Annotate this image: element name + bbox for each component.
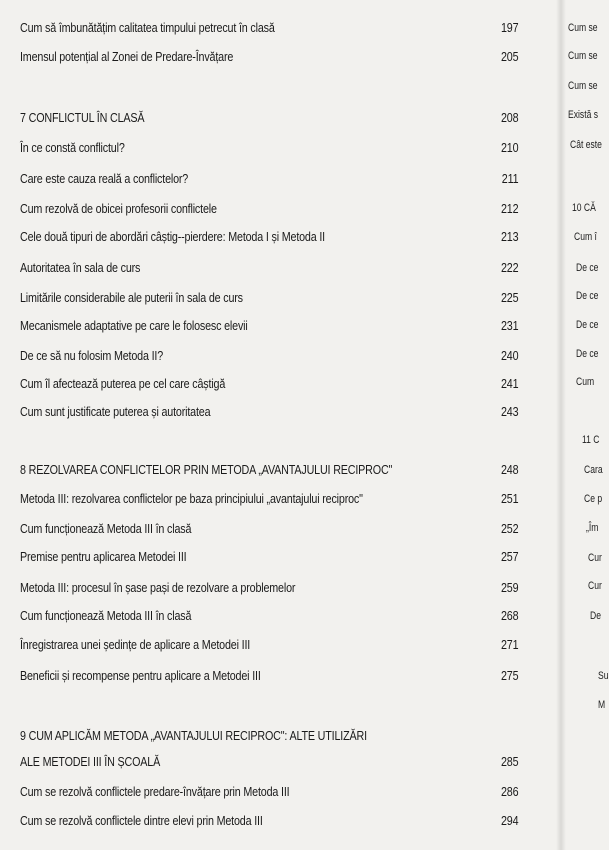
toc-entry-page: 210 [500,141,519,155]
facing-page-text: M [598,699,606,711]
toc-entry-title: 7 CONFLICTUL ÎN CLASĂ [19,111,145,125]
toc-entry-title: Autoritatea în sala de curs [19,261,141,275]
facing-page-text: Cum î [574,231,597,243]
toc-entry-page: 222 [500,261,519,275]
toc-entry-page: 275 [500,669,519,683]
toc-entry-title: Cele două tipuri de abordări câștig--pierdere: Metoda I și Metoda II [19,230,325,244]
facing-page-text: Cum se [568,50,598,62]
chapter-heading [0,107,519,129]
toc-entry-page: 241 [500,377,519,391]
chapter-heading [0,459,519,481]
chapter-heading [0,751,519,773]
toc-entry-title: Înregistrarea unei ședințe de aplicare a Metodei III [19,638,251,652]
toc-entry-title: Limitările considerabile ale puterii în sala de curs [19,291,243,305]
toc-entry [0,17,519,39]
toc-entry-page: 205 [500,50,519,64]
toc-entry [0,46,519,68]
toc-entry-title: Metoda III: procesul în șase pași de rezolvare a problemelor [19,581,296,595]
facing-page-text: „Îm [586,522,599,534]
toc-entry-title: Cum se rezolvă conflictele predare-învățare prin Metoda III [19,785,290,799]
toc-entry-page: 231 [500,319,519,333]
toc-entry-title: În ce constă conflictul? [19,141,125,155]
toc-entry-title: ALE METODEI III ÎN ȘCOALĂ [19,755,161,769]
facing-page-text: Su [598,670,609,682]
toc-entry [0,518,519,540]
toc-entry [0,373,519,395]
toc-entry [0,488,519,510]
toc-entry-title: Cum să îmbunătățim calitatea timpului petrecut în clasă [19,21,275,35]
toc-entry-title: 9 CUM APLICĂM METODA „AVANTAJULUI RECIPROC": ALTE UTILIZĂRI [19,729,367,743]
toc-entry-title: Cum îl afectează puterea pe cel care câștigă [19,377,226,391]
toc-entry-page: 213 [500,230,519,244]
toc-entry [0,345,519,367]
facing-page-text: De ce [576,319,599,331]
toc-entry [0,226,519,248]
toc-entry [0,605,519,627]
toc-entry-page: 251 [500,492,519,506]
toc-entry-title: Cum se rezolvă conflictele dintre elevi prin Metoda III [19,814,263,828]
toc-entry-page: 211 [501,172,519,186]
facing-page-text: De ce [576,348,599,360]
toc-entry-title: 8 REZOLVAREA CONFLICTELOR PRIN METODA „AVANTAJULUI RECIPROC" [19,463,393,477]
toc-entry-page: 252 [500,522,519,536]
toc-entry-title: Cum sunt justificate puterea și autoritatea [19,405,211,419]
page-gutter-shadow [556,0,566,850]
toc-entry-page: 225 [500,291,519,305]
toc-entry [0,401,519,423]
toc-entry [0,634,519,656]
toc-entry-page: 212 [500,202,519,216]
toc-entry-page: 268 [500,609,519,623]
facing-page-text: Cur [588,580,602,592]
toc-entry [0,781,519,803]
toc-entry [0,287,519,309]
toc-entry-title: Cum funcționează Metoda III în clasă [19,522,192,536]
toc-entry-page: 240 [500,349,519,363]
toc-entry-page: 294 [500,814,519,828]
toc-entry-title: Beneficii și recompense pentru aplicare a Metodei III [19,669,261,683]
toc-entry [0,577,519,599]
facing-page-text: Ce p [584,493,603,505]
facing-page-text: De ce [576,290,599,302]
facing-page-text: Cur [588,552,602,564]
facing-page-text: Există s [568,109,599,121]
toc-entry-title: Cum rezolvă de obicei profesorii conflictele [19,202,217,216]
facing-page-text: Cum se [568,80,598,92]
toc-entry-title: Care este cauza reală a conflictelor? [19,172,189,186]
toc-entry-page: 248 [500,463,519,477]
facing-page-text: Cum se [568,22,598,34]
toc-entry-page: 259 [500,581,519,595]
toc-entry-page: 197 [500,21,519,35]
toc-entry [0,665,519,687]
facing-page-text: De ce [576,262,599,274]
toc-entry-page: 243 [500,405,519,419]
facing-page-text: Cara [584,464,603,476]
chapter-heading [0,725,464,747]
toc-entry-page: 271 [500,638,519,652]
toc-entry [0,315,519,337]
toc-entry-title: Metoda III: rezolvarea conflictelor pe baza principiului „avantajului reciproc" [19,492,363,506]
toc-entry-page: 286 [500,785,519,799]
toc-entry-title: Mecanismele adaptative pe care le folosesc elevii [19,319,248,333]
toc-entry [0,137,519,159]
facing-page-fragment [568,0,608,850]
facing-page-text: De [590,610,601,622]
toc-entry-page: 208 [500,111,519,125]
toc-entry-page: 257 [500,550,519,564]
toc-entry [0,168,519,190]
facing-page-text: 10 CĂ [572,202,596,214]
facing-page-text: 11 C [582,434,600,446]
facing-page-text: Cât este [570,139,602,151]
toc-entry [0,810,519,832]
facing-page-text: Cum [576,376,595,388]
toc-entry-title: Cum funcționează Metoda III în clasă [19,609,192,623]
toc-entry [0,198,519,220]
toc-entry-title: Premise pentru aplicarea Metodei III [19,550,187,564]
toc-entry-page: 285 [500,755,519,769]
toc-entry-title: De ce să nu folosim Metoda II? [19,349,164,363]
toc-entry [0,257,519,279]
toc-entry [0,546,519,568]
toc-entry-title: Imensul potențial al Zonei de Predare-Învățare [19,50,234,64]
